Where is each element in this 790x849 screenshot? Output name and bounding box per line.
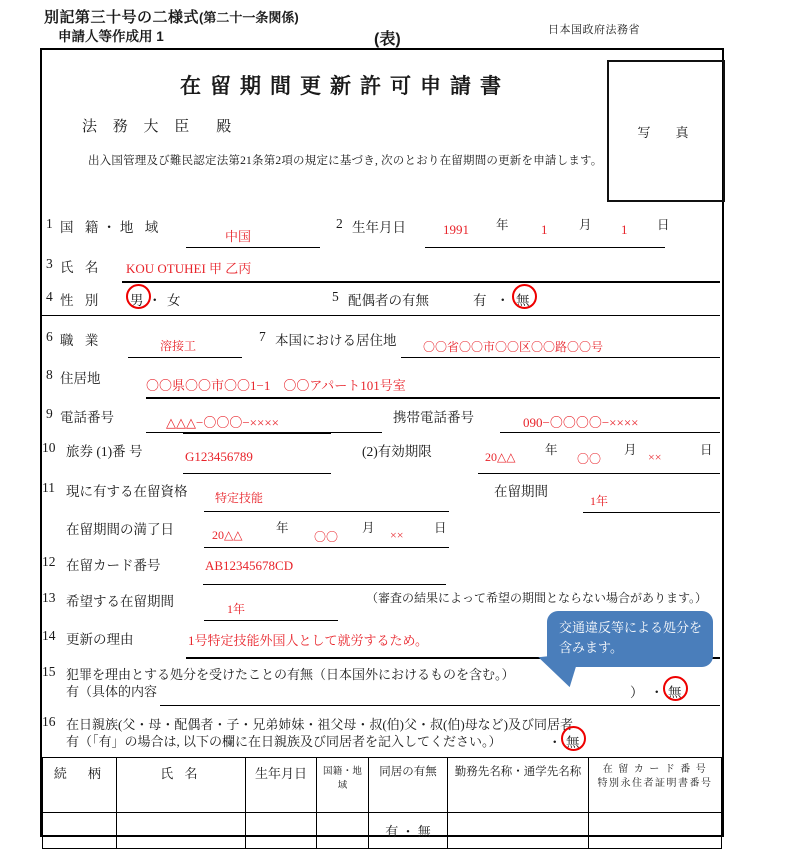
table-row[interactable] [43,813,722,849]
passport-number-rule [183,473,331,474]
field-16-separator: ・ [548,735,562,750]
field-7-number: 7 [259,329,266,344]
spouse-separator: ・ [496,293,510,308]
name-rule [122,281,720,283]
field-4-label: 性 別 [60,293,103,308]
field-2-label: 生年月日 [352,220,406,235]
passport-top-rule [183,433,331,434]
expiry-date-year[interactable]: 20△△ [212,528,243,542]
residence-address-rule [146,397,720,399]
field-11-label: 現に有する在留資格 [66,484,188,499]
form-number-sub: (第二十一条関係) [199,10,299,25]
cell-cohabitation[interactable]: 有 ・ 無 [369,813,448,849]
crime-detail-rule [160,705,720,706]
passport-expiry-day[interactable]: ×× [648,450,662,464]
field-2-number: 2 [336,216,343,231]
col-card-number-line1: 在 留 カ ー ド 番 号 [602,764,708,775]
field-10-label: 旅券 (1)番 号 [66,444,143,459]
passport-expiry-month-unit: 月 [624,443,637,457]
desired-period-note: （審査の結果によって希望の期間とならない場合があります。） [366,591,708,605]
field-15-line1: 犯罪を理由とする処分を受けたことの有無（日本国外におけるものを含む。） [66,667,515,682]
side-label: (表) [374,31,401,48]
table-header-row [43,758,722,813]
passport-expiry-month[interactable]: 〇〇 [577,452,602,466]
expiry-date-month-unit: 月 [362,521,375,535]
ministry-label: 日本国政府法務省 [548,24,640,36]
form-number-main: 別記第三十号の二様式 [44,9,200,26]
field-12-label: 在留カード番号 [66,558,161,573]
spouse-no-selected-circle [512,284,537,309]
desired-period-rule [204,620,338,621]
stay-period-label: 在留期間 [494,484,548,499]
gender-separator: ・ [148,293,162,308]
name-value[interactable]: KOU OTUHEI 甲 乙丙 [126,261,252,276]
relatives-table [42,757,722,849]
field-3-label: 氏 名 [60,260,103,275]
field-5-number: 5 [332,289,339,304]
expiry-date-day-unit: 日 [434,521,447,535]
field-16-line2[interactable]: 有（「有」の場合は, 以下の欄に在日親族及び同居者を記入してください。） [66,734,502,749]
birth-day-value[interactable]: 1 [621,222,628,237]
passport-expiry-rule [478,473,720,474]
telephone-value[interactable]: △△△−〇〇〇−×××× [166,415,279,430]
field-6-label: 職 業 [60,333,103,348]
residence-card-number-rule [203,584,446,585]
nationality-value[interactable]: 中国 [225,229,252,244]
stay-period-value[interactable]: 1年 [590,494,609,508]
field-16-line1: 在日親族(父・母・配偶者・子・兄弟姉妹・祖父母・叔(伯)父・叔(伯)母など)及び同居者 [66,717,573,732]
birth-day-unit: 日 [657,218,670,232]
mobile-rule [500,432,720,433]
col-relation: 続 柄 [43,758,117,813]
field-15-number: 15 [42,664,56,679]
cell-employer[interactable] [447,813,588,849]
mobile-label: 携帯電話番号 [393,410,474,425]
expiry-date-year-unit: 年 [276,521,289,535]
birth-year-unit: 年 [496,218,509,232]
relatives-option-no[interactable]: 無 [566,735,580,750]
expiry-date-rule [204,547,449,548]
field-5-label: 配偶者の有無 [348,293,429,308]
birth-month-unit: 月 [579,218,592,232]
col-card-number-line2: 特別永住者証明書番号 [597,778,713,789]
stay-period-rule [583,512,720,513]
gender-option-male[interactable]: 男 [130,293,144,308]
field-8-label: 住居地 [60,371,101,386]
field-6-number: 6 [46,329,53,344]
callout-text: 交通違反等による処分を含みます。 [559,620,703,655]
field-11b-label: 在留期間の満了日 [66,522,174,537]
form-number [44,6,299,27]
field-12-number: 12 [42,554,56,569]
col-card-number [589,758,722,813]
legal-basis-text: 出入国管理及び難民認定法第21条第2項の規定に基づき, 次のとおり在留期間の更新を申請します。 [88,155,603,167]
passport-expiry-year[interactable]: 20△△ [485,450,516,464]
crime-option-no[interactable]: 無 [668,685,682,700]
current-status-value[interactable]: 特定技能 [215,491,264,505]
desired-period-value[interactable]: 1年 [227,602,246,616]
gender-option-female[interactable]: 女 [167,293,181,308]
field-13-number: 13 [42,590,56,605]
spouse-option-yes[interactable]: 有 [473,293,487,308]
page-title: 在留期間更新許可申請書 [180,74,510,98]
cell-name[interactable] [116,813,245,849]
field-3-number: 3 [46,256,53,271]
cell-birthdate[interactable] [246,813,317,849]
col-birthdate: 生年月日 [246,758,317,813]
gender-male-selected-circle [126,284,151,309]
field-4-number: 4 [46,289,53,304]
birth-year-value[interactable]: 1991 [443,222,469,237]
passport-expiry-label: (2)有効期限 [362,444,432,459]
field-10-number: 10 [42,440,56,455]
passport-number-value[interactable]: G123456789 [185,449,253,464]
field-13-label: 希望する在留期間 [66,594,174,609]
crime-no-selected-circle [663,676,688,701]
residence-card-number-value[interactable]: AB12345678CD [205,558,294,573]
nationality-rule [186,247,320,248]
field-9-label: 電話番号 [60,410,114,425]
occupation-rule [128,357,242,358]
passport-expiry-year-unit: 年 [545,443,558,457]
addressee: 法 務 大 臣 殿 [82,119,238,135]
col-nationality: 国籍・地域 [317,758,369,813]
field-15-separator: ・ [650,685,664,700]
expiry-date-day[interactable]: ×× [390,528,404,542]
field-15-close-paren: ） [630,685,644,700]
col-name: 氏 名 [116,758,245,813]
col-employer: 勤務先名称・通学先名称 [447,758,588,813]
row4-rule [42,315,720,316]
field-16-number: 16 [42,714,56,729]
birthdate-rule [425,247,665,248]
field-7-label: 本国における居住地 [275,333,397,348]
prepared-by-label: 申請人等作成用 1 [58,29,164,44]
occupation-value[interactable]: 溶接工 [160,339,197,353]
residence-address-value[interactable]: 〇〇県〇〇市〇〇1−1 〇〇アパート101号室 [146,378,406,393]
field-1-number: 1 [46,216,53,231]
photo-label: 写 真 [637,125,695,140]
current-status-rule [204,511,449,512]
field-15-line2[interactable]: 有（具体的内容 [66,684,158,699]
field-14-number: 14 [42,628,56,643]
cell-relation[interactable] [43,813,117,849]
mobile-value[interactable]: 090−〇〇〇〇−×××× [523,415,639,430]
home-country-address-rule [401,357,720,358]
home-country-address-value[interactable]: 〇〇省〇〇市〇〇区〇〇路〇〇号 [423,340,604,354]
birth-month-value[interactable]: 1 [541,222,548,237]
relatives-no-selected-circle [561,726,586,751]
field-9-number: 9 [46,406,53,421]
renewal-reason-value[interactable]: 1号特定技能外国人として就労するため。 [188,633,428,648]
cell-nationality[interactable] [317,813,369,849]
field-11-number: 11 [42,480,55,495]
spouse-option-no[interactable]: 無 [516,293,530,308]
cell-card-number[interactable] [589,813,722,849]
field-1-label: 国 籍・地 域 [60,220,163,235]
callout-bubble [547,611,713,667]
col-cohabitation: 同居の有無 [369,758,448,813]
field-8-number: 8 [46,367,53,382]
field-14-label: 更新の理由 [66,632,134,647]
expiry-date-month[interactable]: 〇〇 [314,530,339,544]
passport-expiry-day-unit: 日 [700,443,713,457]
